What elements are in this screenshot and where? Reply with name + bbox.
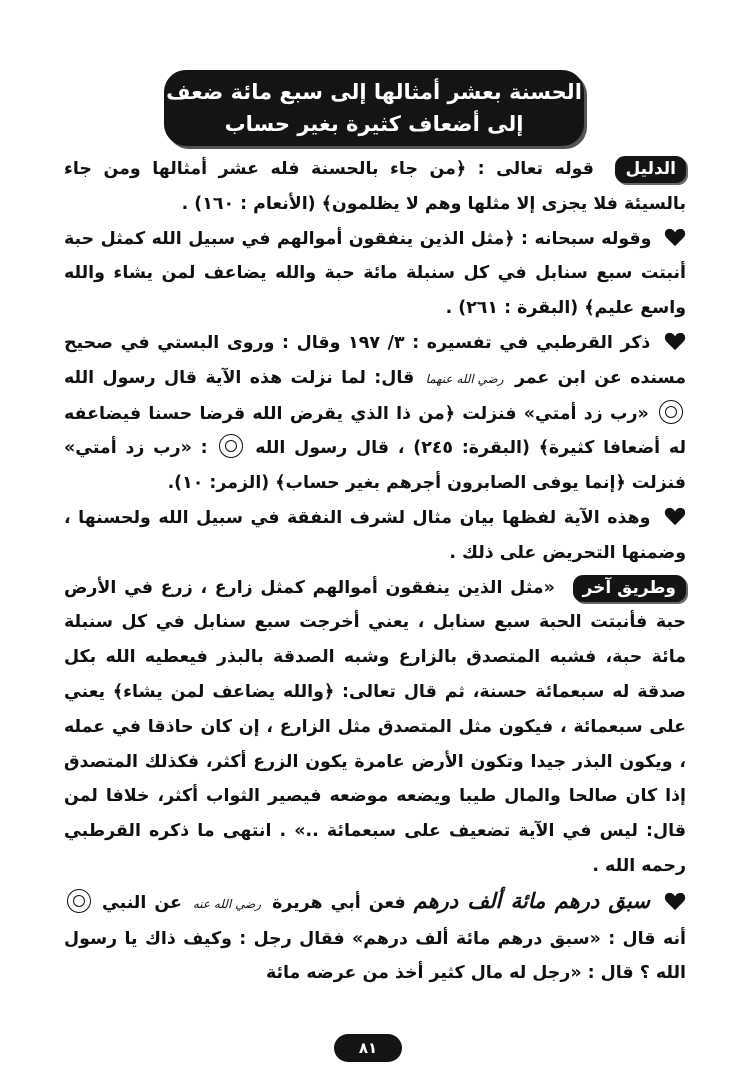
chapter-title-line-1: الحسنة بعشر أمثالها إلى سبع مائة ضعف [166,80,582,104]
heart-icon [664,891,686,911]
paragraph-spending-verse [64,222,686,326]
dirham-text-part-1: فعن أبي هريرة [272,892,406,913]
paragraph-dirham [64,884,686,991]
dirham-heading: سبق درهم مائة ألف درهم [413,888,650,913]
qurtubi-text-part-1: ذكر القرطبي في تفسيره : ٣/ ١٩٧ وقال : وروى البستي في صحيح مسنده عن ابن عمر [64,332,686,388]
page-number: ٨١ [334,1034,402,1062]
abu-hurayra-honorific: رضي الله عنه [192,896,262,911]
qurtubi-text-part-4: : «رب زد أمتي» فنزلت ﴿إنما يوفى الصابرون أجرهم بغير حساب﴾ (الزمر: ١٠). [64,438,686,494]
other-way-label: وطريق آخر [573,575,686,602]
qurtubi-text-part-2: قال: لما نزلت هذه الآية قال رسول الله [64,367,415,388]
chapter-title-line-2: إلى أضعاف كثيرة بغير حساب [224,112,524,136]
evidence-label: الدليل [615,156,686,183]
paragraph-other-way [64,571,686,884]
salutation-seal-icon [219,434,243,458]
salutation-seal-icon [659,400,683,424]
qurtubi-text-part-3: «رب زد أمتي» فنزلت ﴿من ذا الذي يقرض الله قرضا حسنا فيضاعفه له أضعافا كثيرة﴾ (البقرة: ٢٤٥) ، قال رسول الله [64,403,686,459]
paragraph-verse-explanation-text: وهذه الآية لفظها بيان مثال لشرف النفقة في سبيل الله ولحسنها ، وضمنها التحريض على ذلك . [64,507,686,563]
paragraph-evidence [64,152,686,222]
ibn-umar-honorific: رضي الله عنهما [425,371,504,386]
chapter-title [164,70,584,146]
paragraph-other-way-text: «مثل الذين ينفقون أموالهم كمثل زارع ، زرع في الأرض حبة فأنبتت الحبة سبع سنابل ، يعني أخرجت سبع سنابل في كل سنبلة مائة حبة، فشبه المتصدق بالزارع وشبه الصدقة بالبذر فيعطيه الله بكل صدقة له سبعمائة حسنة، ثم قال تعالى: ﴿والله يضاعف لمن يشاء﴾ يعني على سبعمائة ، فيكون مثل المتصدق مثل الزارع ، إن كان حاذقا في عمله ، ويكون البذر جيدا وتكون الأرض عامرة يكون الزرع أكثر، فكذلك المتصدق إذا كان صالحا والمال طيبا ويضعه موضعه فيصير الثواب أكثر، خلافا لمن قال: ليس في الآية تضعيف على سبعمائة ..» . انتهى ما ذكره القرطبي رحمه الله . [64,577,686,876]
heart-icon [664,506,686,526]
dirham-text-part-3: أنه قال : «سبق درهم مائة ألف درهم» فقال رجل : وكيف ذاك يا رسول الله ؟ قال : «رجل له مال كثير أخذ من عرضه مائة [64,928,686,984]
body-text [64,152,686,991]
heart-icon [664,331,686,351]
paragraph-evidence-text: قوله تعالى : ﴿من جاء بالحسنة فله عشر أمثالها ومن جاء بالسيئة فلا يجزى إلا مثلها وهم لا يظلمون﴾ (الأنعام : ١٦٠) . [64,159,686,214]
paragraph-qurtubi [64,326,686,501]
heart-icon [664,227,686,247]
salutation-seal-icon [67,889,91,913]
paragraph-verse-explanation [64,501,686,571]
paragraph-spending-verse-text: وقوله سبحانه : ﴿مثل الذين ينفقون أموالهم في سبيل الله كمثل حبة أنبتت سبع سنابل في كل سنبلة مائة حبة والله يضاعف لمن يشاء والله واسع عليم﴾ (البقرة : ٢٦١) . [64,228,686,319]
dirham-text-part-2: عن النبي [102,892,182,913]
